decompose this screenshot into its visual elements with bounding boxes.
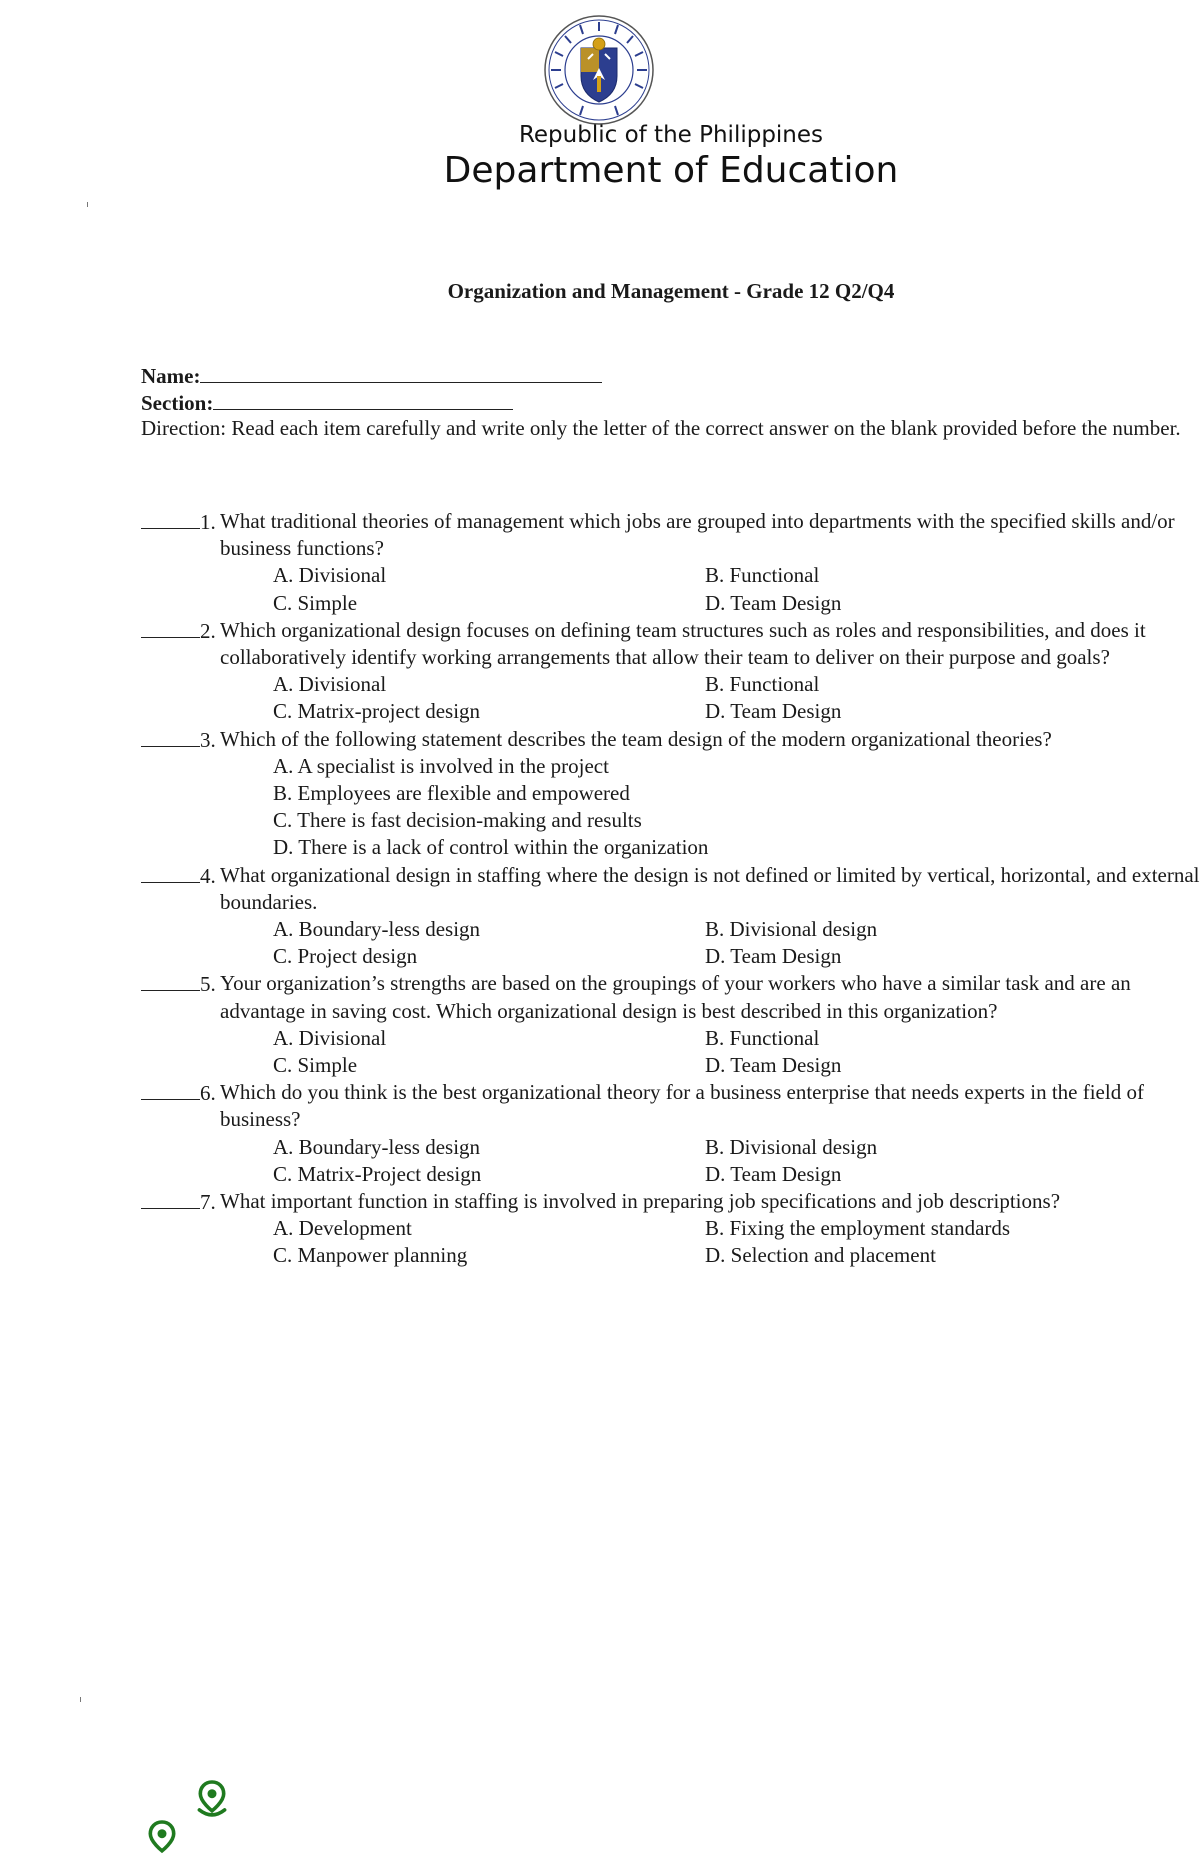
question-number: 7. xyxy=(200,1190,216,1215)
answer-blank[interactable] xyxy=(141,1079,200,1100)
question-number: 3. xyxy=(200,727,216,752)
question-item xyxy=(141,1079,1200,1188)
question-item xyxy=(141,508,1200,617)
answer-option: C. Project design xyxy=(273,944,418,969)
answer-option: B. Fixing the employment standards xyxy=(705,1216,1011,1241)
options xyxy=(141,753,1200,862)
answer-option: D. Team Design xyxy=(705,699,842,724)
answer-option: D. Team Design xyxy=(705,1161,842,1186)
question-text: What organizational design in staffing where the design is not defined or limited by vertical, horizontal, and external boundaries. xyxy=(220,862,1200,914)
question-head xyxy=(141,508,216,536)
answer-blank[interactable] xyxy=(141,617,200,638)
options xyxy=(141,916,1200,970)
question-text: What traditional theories of management which jobs are grouped into departments with the specified skills and/or business functions? xyxy=(220,509,1175,561)
options xyxy=(141,671,1200,725)
section-label: Section: xyxy=(141,391,214,415)
answer-option: A. Boundary-less design xyxy=(273,1134,481,1159)
answer-option: B. Divisional design xyxy=(705,917,878,942)
question-head xyxy=(141,1079,216,1107)
answer-option: C. Simple xyxy=(273,1053,358,1078)
margin-mark xyxy=(80,1697,81,1702)
options xyxy=(141,1025,1200,1079)
answer-option: A. Divisional xyxy=(273,563,387,588)
answer-option: B. Divisional design xyxy=(705,1134,878,1159)
answer-option: A. Divisional xyxy=(273,672,387,697)
answer-option: D. Team Design xyxy=(705,1053,842,1078)
question-stem xyxy=(141,508,1200,562)
answer-option: D. There is a lack of control within the organization xyxy=(273,835,709,860)
answer-blank[interactable] xyxy=(141,726,200,747)
answer-option: A. A specialist is involved in the project xyxy=(273,753,609,778)
question-head xyxy=(141,970,216,998)
question-text: Which of the following statement describes the team design of the modern organizational theories? xyxy=(220,726,1052,751)
location-pin-icon xyxy=(144,1820,180,1860)
answer-option: B. Functional xyxy=(705,1025,820,1050)
question-item xyxy=(141,726,1200,862)
answer-blank[interactable] xyxy=(141,508,200,529)
answer-option: D. Team Design xyxy=(705,590,842,615)
answer-blank[interactable] xyxy=(141,862,200,883)
question-head xyxy=(141,726,216,754)
answer-blank[interactable] xyxy=(141,970,200,991)
question-stem xyxy=(141,970,1200,1024)
section-blank[interactable] xyxy=(213,389,513,410)
answer-option: C. Matrix-project design xyxy=(273,699,481,724)
question-stem xyxy=(141,617,1200,671)
question-head xyxy=(141,1188,216,1216)
question-number: 4. xyxy=(200,863,216,888)
question-item xyxy=(141,617,1200,726)
options xyxy=(141,1215,1200,1269)
question-number: 5. xyxy=(200,972,216,997)
question-text: Which organizational design focuses on defining team structures such as roles and responsibilities, and does it collaboratively identify working arrangements that allow their team to deliver on their purpose and goals? xyxy=(220,617,1146,670)
answer-option: B. Employees are flexible and empowered xyxy=(273,781,630,806)
deped-seal xyxy=(543,14,655,126)
answer-option: D. Team Design xyxy=(705,944,842,969)
answer-blank[interactable] xyxy=(141,1188,200,1209)
answer-option: C. Manpower planning xyxy=(273,1243,468,1268)
direction-text: Direction: Read each item carefully and write only the letter of the correct answer on the blank provided before the number. xyxy=(141,416,1181,440)
answer-option: D. Selection and placement xyxy=(705,1243,936,1268)
question-head xyxy=(141,617,216,645)
answer-option: C. There is fast decision-making and results xyxy=(273,808,642,833)
options xyxy=(141,1134,1200,1188)
location-pin-icon xyxy=(194,1780,230,1820)
question-number: 2. xyxy=(200,618,216,643)
answer-option: B. Functional xyxy=(705,672,820,697)
question-stem xyxy=(141,1079,1200,1133)
question-item xyxy=(141,862,1200,971)
answer-option: A. Divisional xyxy=(273,1025,387,1050)
section-field[interactable] xyxy=(141,389,513,417)
question-head xyxy=(141,862,216,890)
margin-mark xyxy=(87,202,88,207)
options xyxy=(141,562,1200,616)
question-stem xyxy=(141,726,1200,753)
question-number: 6. xyxy=(200,1081,216,1106)
question-stem xyxy=(141,1188,1200,1215)
answer-option: B. Functional xyxy=(705,563,820,588)
question-text: What important function in staffing is involved in preparing job specifications and job descriptions? xyxy=(220,1189,1061,1214)
document-title: Organization and Management - Grade 12 Q2/Q4 xyxy=(447,279,895,303)
question-text: Your organization’s strengths are based on the groupings of your workers who have a similar task and are an advantage in saving cost. Which organizational design is best described in this organization? xyxy=(220,971,1131,1023)
department-label: Department of Education xyxy=(443,150,899,191)
answer-option: C. Simple xyxy=(273,590,358,615)
question-item xyxy=(141,970,1200,1079)
name-blank[interactable] xyxy=(200,362,602,383)
answer-option: A. Development xyxy=(273,1216,412,1241)
question-item xyxy=(141,1188,1200,1270)
answer-option: A. Boundary-less design xyxy=(273,917,481,942)
question-text: Which do you think is the best organizational theory for a business enterprise that needs experts in the field of business? xyxy=(220,1080,1144,1132)
question-list xyxy=(141,508,1200,1270)
republic-label: Republic of the Philippines xyxy=(518,122,824,148)
name-label: Name: xyxy=(141,364,201,388)
question-stem xyxy=(141,862,1200,916)
question-number: 1. xyxy=(200,510,216,534)
name-field[interactable] xyxy=(141,362,602,390)
answer-option: C. Matrix-Project design xyxy=(273,1161,482,1186)
